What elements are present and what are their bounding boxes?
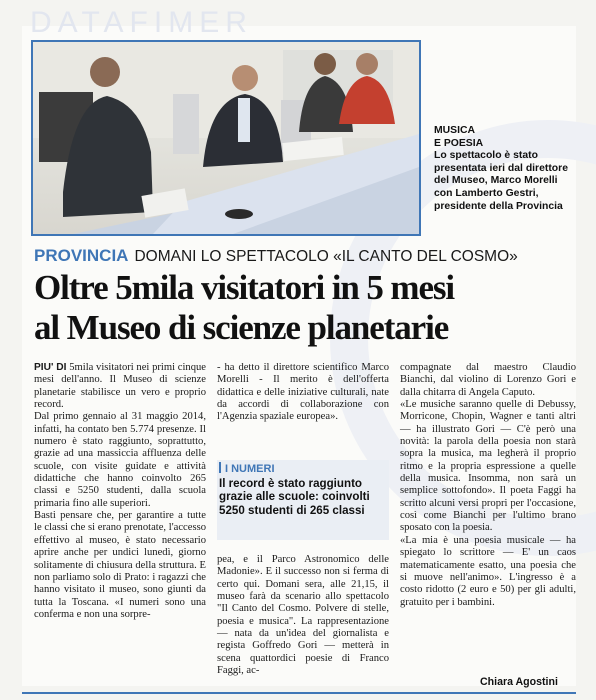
col1-paragraph-3: Basti pensare che, per garantire a tutte le classi che si erano prenotate, l'accesso effettivo al museo, è stato necessario aprire anche per undici lunedì, giorno solitamente di chiusura della struttura. E non parliamo solo di Prato: i ragazzi che hanno visitato il museo, sono giunti da tutta la Toscana. «I numeri sono una conferma e non una sorpre- xyxy=(34,510,206,620)
body-column-3 xyxy=(400,362,576,609)
body-column-2 xyxy=(217,362,389,424)
caption-title-line2: E POESIA xyxy=(434,137,484,149)
background-watermark-text: DATAFIMER xyxy=(30,6,253,39)
tag-bar xyxy=(219,462,221,473)
numbers-box-tag xyxy=(219,462,275,475)
col1-paragraph-2: Dal primo gennaio al 31 maggio 2014, infatti, ha contato ben 5.774 presenze. Il numero è stato raggiunto, soprattutto, grazie ad una massiccia affluenza delle scuole, con visite guidate e attività didattiche che hanno coinvolto 265 classi e 5250 studenti, dalla scuola primaria fino alle superiori. xyxy=(34,411,206,509)
photo-illustration xyxy=(33,42,419,234)
author-signature: Chiara Agostini xyxy=(480,676,558,688)
body-column-2-continued xyxy=(217,554,389,677)
numbers-box-text: Il record è stato raggiunto grazie alle scuole: coinvolti 5250 studenti di 265 classi xyxy=(219,477,370,517)
col3-paragraph-3: «La mia è una poesia musicale — ha spiegato lo scrittore — E' un caos matematicamente esatto, una poesia che si muove nell'animo». L'ingresso è a costo ridotto (2 euro e 50) per gli adulti, gratuito per i bambini. xyxy=(400,534,576,608)
article-photo xyxy=(31,40,421,236)
kicker xyxy=(34,246,518,266)
numbers-box-tag-label: I NUMERI xyxy=(225,463,275,475)
body-column-1 xyxy=(34,362,206,621)
photo-caption xyxy=(434,125,574,213)
headline-line2: al Museo di scienze planetarie xyxy=(34,308,449,347)
lead-in: PIU' DI xyxy=(34,362,67,373)
bottom-rule xyxy=(22,692,576,694)
headline-line1: Oltre 5mila visitatori in 5 mesi xyxy=(34,268,455,307)
caption-text: Lo spettacolo è stato presentata ieri dal direttore del Museo, Marco Morelli con Lamberto Gestri, presidente della Provincia xyxy=(434,150,568,212)
headline xyxy=(34,268,574,348)
col2-paragraph-1: - ha detto il direttore scientifico Marco Morelli - Il merito è dell'offerta didattica e delle iniziative culturali, nate da accordi di collaborazione con l'Agenzia spaziale europea». xyxy=(217,362,389,423)
col3-paragraph-2: «Le musiche saranno quelle di Debussy, Morricone, Chopin, Wagner e tanti altri — ha illustrato Gori — C'è però una novità: la parola della poesia non starà sopra la musica, ma legherà il proprio ritmo e la propria espressione a quelle della musica. Insomma, non sarà un semplice sottofondo». Il poeta Faggi ha scritto alcuni versi propri per l'occasione, così come Bianchi per l'ultimo brano sposato con la poesia. xyxy=(400,399,576,534)
kicker-section: PROVINCIA xyxy=(34,246,129,265)
numbers-box xyxy=(217,460,389,540)
col1-paragraph-1: 5mila visitatori nei primi cinque mesi dell'anno. Il Museo di scienze planetarie stabilisce un vero e proprio record. xyxy=(34,362,206,411)
col2-paragraph-2: pea, e il Parco Astronomico delle Madonie». E il successo non si ferma di certo qui. Domani sera, alle 21,15, il museo farà da scenario allo spettacolo "Il Canto del Cosmo. Polvere di stelle, poesia e musica". La rappresentazione — nata da un'idea del giornalista e regista Goffredo Gori — metterà in scena quattordici poesie di Franco Faggi, ac- xyxy=(217,554,389,677)
kicker-text: DOMANI LO SPETTACOLO «IL CANTO DEL COSMO» xyxy=(134,248,518,265)
col3-paragraph-1: compagnate dal maestro Claudio Bianchi, dal violino di Lorenzo Gori e dalla chitarra di Angela Caputo. xyxy=(400,362,576,398)
caption-title-line1: MUSICA xyxy=(434,125,475,136)
